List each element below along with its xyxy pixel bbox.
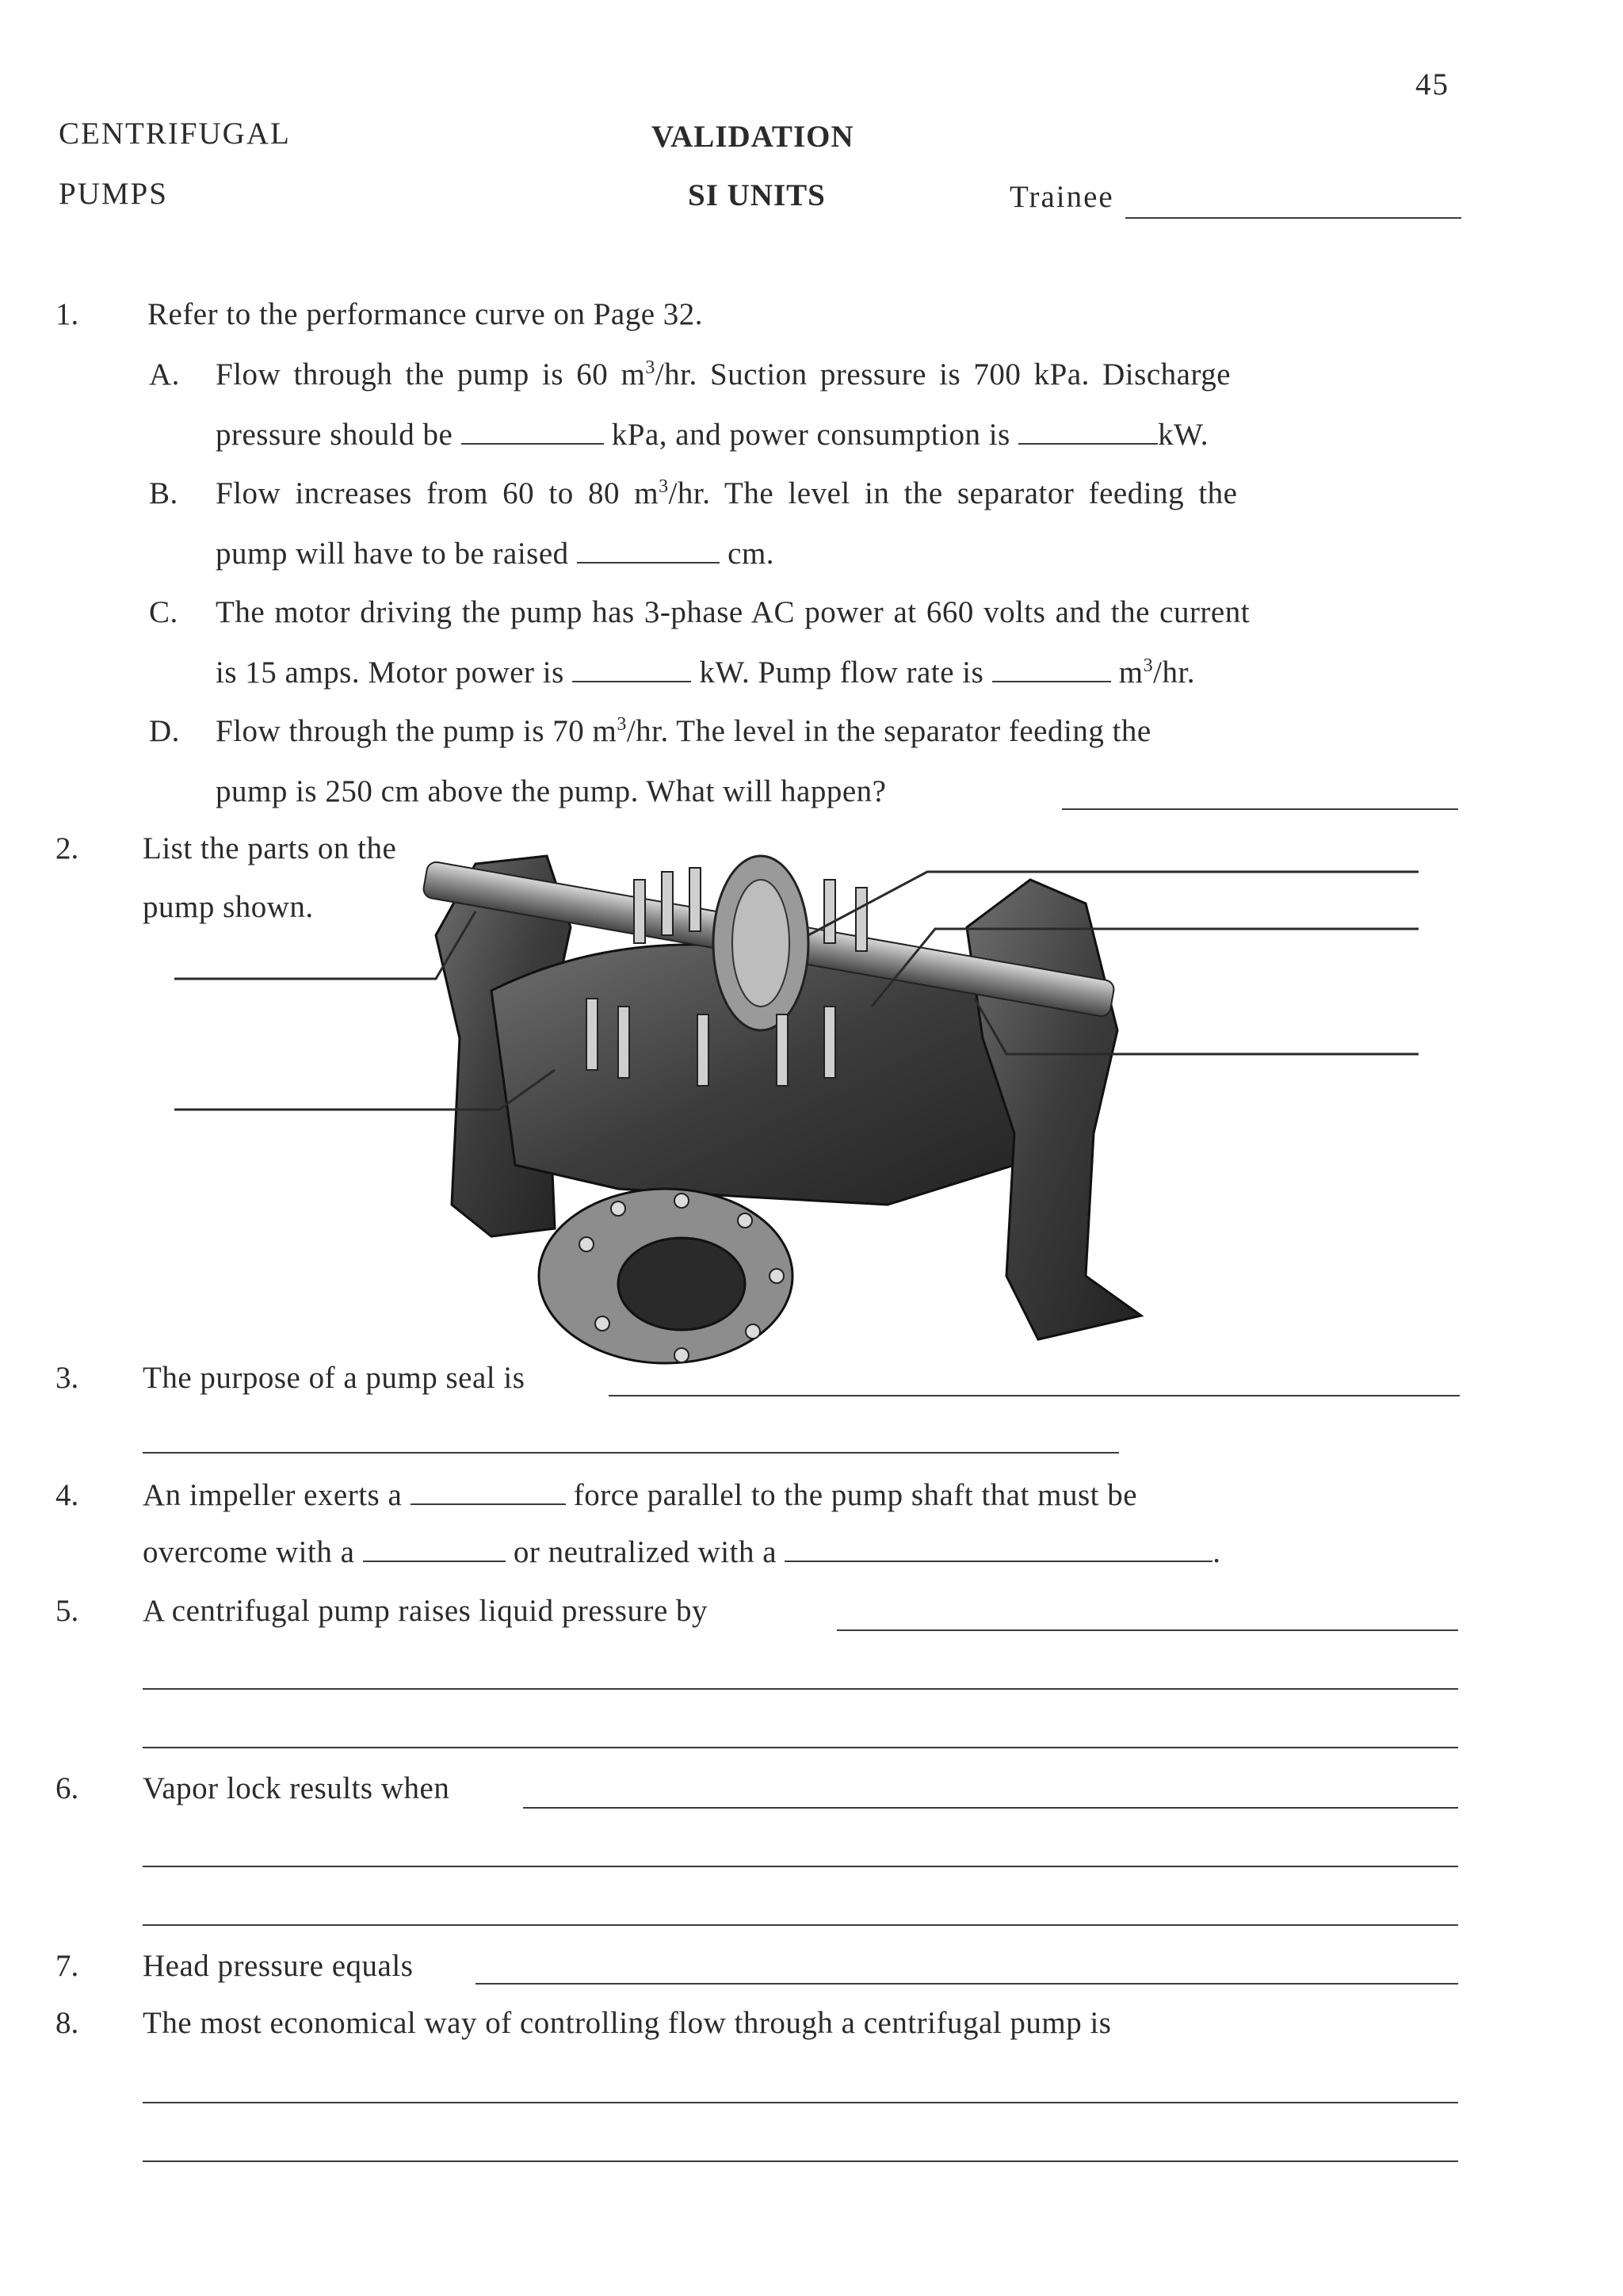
q1d-line2: pump is 250 cm above the pump. What will happen?	[216, 774, 887, 808]
q1-text: Refer to the performance curve on Page 32.	[147, 297, 704, 331]
motor-power-blank[interactable]	[572, 657, 691, 682]
q2-line2: pump shown.	[143, 890, 314, 924]
q1a-line2: pressure should be kPa, and power consumption is kW.	[216, 418, 1209, 452]
power-consumption-blank[interactable]	[1018, 419, 1158, 445]
q6-text: Vapor lock results when	[143, 1771, 450, 1805]
q1b-letter: B.	[149, 476, 178, 510]
q6-number: 6.	[55, 1771, 79, 1805]
what-will-happen-blank[interactable]	[1062, 808, 1458, 810]
q1c-line1: The motor driving the pump has 3-phase AC power at 660 volts and the current	[216, 595, 1251, 629]
q1c-letter: C.	[149, 595, 178, 629]
level-raise-blank[interactable]	[577, 538, 720, 563]
q1c-line2: is 15 amps. Motor power is kW. Pump flow rate is $m^3/hr$.	[216, 655, 1196, 690]
q6-answer-line2[interactable]	[143, 1866, 1458, 1867]
q7-answer-line[interactable]	[475, 1983, 1458, 1985]
q7-number: 7.	[55, 1949, 79, 1983]
q1a-line1: Flow through the pump is 60 $m^3/hr$. Suction pressure is 700 kPa. Discharge	[216, 357, 1232, 392]
q8-number: 8.	[55, 2006, 79, 2040]
units-subtitle: SI UNITS	[688, 178, 826, 212]
q2-number: 2.	[55, 831, 79, 865]
q5-number: 5.	[55, 1594, 79, 1628]
q5-text: A centrifugal pump raises liquid pressure by	[143, 1594, 708, 1628]
subject-line1: CENTRIFUGAL	[59, 117, 291, 151]
page-number: 45	[1415, 67, 1449, 101]
trainee-name-field[interactable]	[1125, 217, 1461, 219]
q2-line1: List the parts on the	[143, 831, 397, 865]
neutralized-with-blank[interactable]	[785, 1537, 1212, 1562]
q1a-letter: A.	[149, 357, 180, 392]
pump-illustration	[174, 832, 1442, 1379]
discharge-pressure-blank[interactable]	[461, 419, 604, 445]
subject-line2: PUMPS	[59, 177, 168, 211]
q3-number: 3.	[55, 1361, 79, 1395]
q6-answer-line1[interactable]	[523, 1807, 1458, 1809]
q7-text: Head pressure equals	[143, 1949, 414, 1983]
q8-answer-line1[interactable]	[143, 2102, 1458, 2103]
q3-answer-line2[interactable]	[143, 1452, 1119, 1454]
trainee-label: Trainee	[1010, 180, 1114, 214]
q1d-line1: Flow through the pump is 70 $m^3/hr$. The level in the separator feeding the	[216, 714, 1151, 748]
q4-line1: An impeller exerts a force parallel to the pump shaft that must be	[143, 1478, 1138, 1512]
q3-answer-line1[interactable]	[609, 1395, 1460, 1396]
q4-number: 4.	[55, 1478, 79, 1512]
q1b-line1: Flow increases from 60 to 80 $m^3/hr$. The level in the separator feeding the	[216, 476, 1238, 510]
q1d-letter: D.	[149, 714, 180, 748]
q4-line2: overcome with a or neutralized with a .	[143, 1535, 1221, 1569]
q8-text: The most economical way of controlling flow through a centrifugal pump is	[143, 2006, 1112, 2040]
pump-flow-rate-blank[interactable]	[992, 657, 1111, 682]
q6-answer-line3[interactable]	[143, 1924, 1458, 1926]
validation-title: VALIDATION	[651, 120, 854, 154]
q8-answer-line2[interactable]	[143, 2160, 1458, 2162]
q5-answer-line1[interactable]	[837, 1629, 1458, 1631]
overcome-with-blank[interactable]	[363, 1537, 506, 1562]
q5-answer-line2[interactable]	[143, 1688, 1458, 1690]
q5-answer-line3[interactable]	[143, 1747, 1458, 1748]
q3-text: The purpose of a pump seal is	[143, 1361, 525, 1395]
q1-number: 1.	[55, 297, 79, 331]
q1b-line2: pump will have to be raised cm.	[216, 537, 775, 571]
axial-force-blank[interactable]	[411, 1480, 566, 1505]
